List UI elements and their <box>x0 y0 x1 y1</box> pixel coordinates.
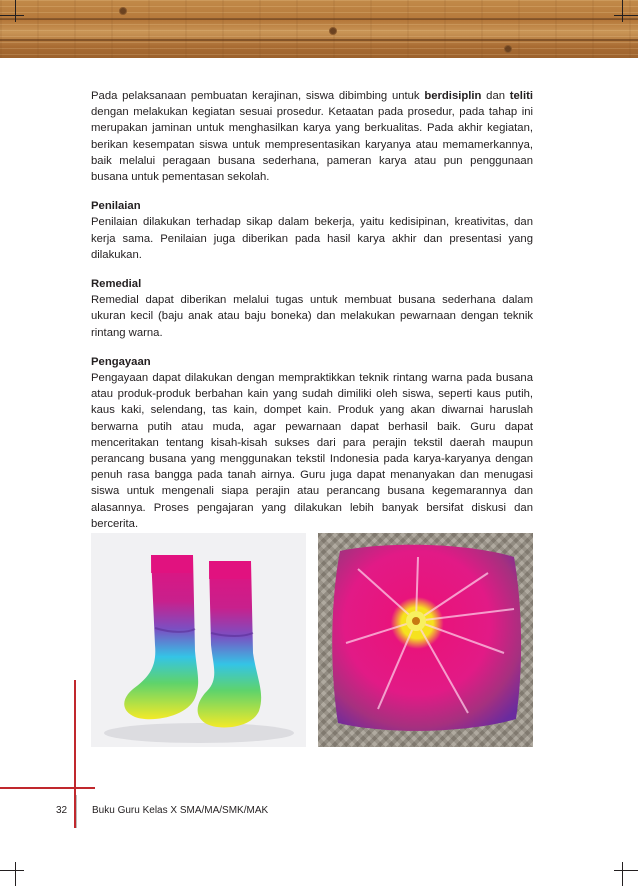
margin-horizontal-line <box>0 787 95 789</box>
paragraph-penilaian: Penilaian dilakukan terhadap sikap dalam bekerja, yaitu kedisipinan, kreativitas, dan kerja sama. Penilaian juga diberikan pada hasil karya akhir dan presentasi yang dilakukan. <box>91 216 533 261</box>
socks-photo <box>91 533 306 747</box>
crop-mark <box>0 15 24 16</box>
footer-book-title: Buku Guru Kelas X SMA/MA/SMK/MAK <box>92 805 269 816</box>
intro-text: dan <box>481 90 510 102</box>
crop-mark <box>15 862 16 886</box>
pillow-photo <box>318 533 533 747</box>
crop-mark <box>614 870 638 871</box>
crop-mark <box>0 870 24 871</box>
heading-penilaian: Penilaian <box>91 200 141 213</box>
crop-mark <box>15 0 16 22</box>
wood-header-band <box>0 0 638 58</box>
paragraph-pengayaan: Pengayaan dapat dilakukan dengan mempraktikkan teknik rintang warna pada busana atau produk-produk berbahan kain yang sudah dimiliki oleh siswa, seperti kaus putih, kaus kaki, selendang, tas kain, dompet kain. Produk yang akan diwarnai haruslah berwarna putih atau muda, agar pewarnaan dapat berhasil baik. Guru dapat menceritakan tentang kisah-kisah sukses dari para perajin tekstil daerah maupun perancang busana yang menggunakan tekstil Indonesia pada karya-karyanya dengan penuh rasa bangga pada tanah airnya. Guru juga dapat menanyakan dan menugasi siswa untuk mengenali siapa perajin atau perancang busana kegemarannya dan alasannya. Proses pengajaran yang dilakukan lebih banyak bersifat diskusi dan bercerita. <box>91 372 533 530</box>
page-number: 32 <box>56 805 68 816</box>
emphasis-teliti: teliti <box>509 90 533 102</box>
intro-text: dengan melakukan kegiatan sesuai prosedur. Ketaatan pada prosedur, pada tahap ini merupakan jaminan untuk menghasilkan karya yang berkualitas. Pada akhir kegiatan, berikan kesempatan siswa untuk mempresentasikan karyanya atau memamerkannya, baik melalui peragaan busana sederhana, pameran karya atau pun penggunaan busana untuk pementasan sekolah. <box>91 106 533 184</box>
socks-illustration <box>91 533 306 747</box>
paragraph-remedial: Remedial dapat diberikan melalui tugas untuk membuat busana sederhana dalam ukuran kecil (baju anak atau baju boneka) dan melakukan pewarnaan dengan teknik rintang warna. <box>91 294 533 339</box>
crop-mark <box>622 862 623 886</box>
heading-remedial: Remedial <box>91 278 142 291</box>
intro-paragraph <box>91 88 533 185</box>
body-text <box>91 88 533 545</box>
crop-mark <box>614 15 638 16</box>
emphasis-berdisiplin: berdisiplin <box>424 90 482 102</box>
crop-mark <box>622 0 623 22</box>
pillow-illustration <box>318 533 533 747</box>
intro-text: Pada pelaksanaan pembuatan kerajinan, siswa dibimbing untuk <box>91 90 425 102</box>
heading-pengayaan: Pengayaan <box>91 355 151 368</box>
footer-divider <box>76 795 77 828</box>
